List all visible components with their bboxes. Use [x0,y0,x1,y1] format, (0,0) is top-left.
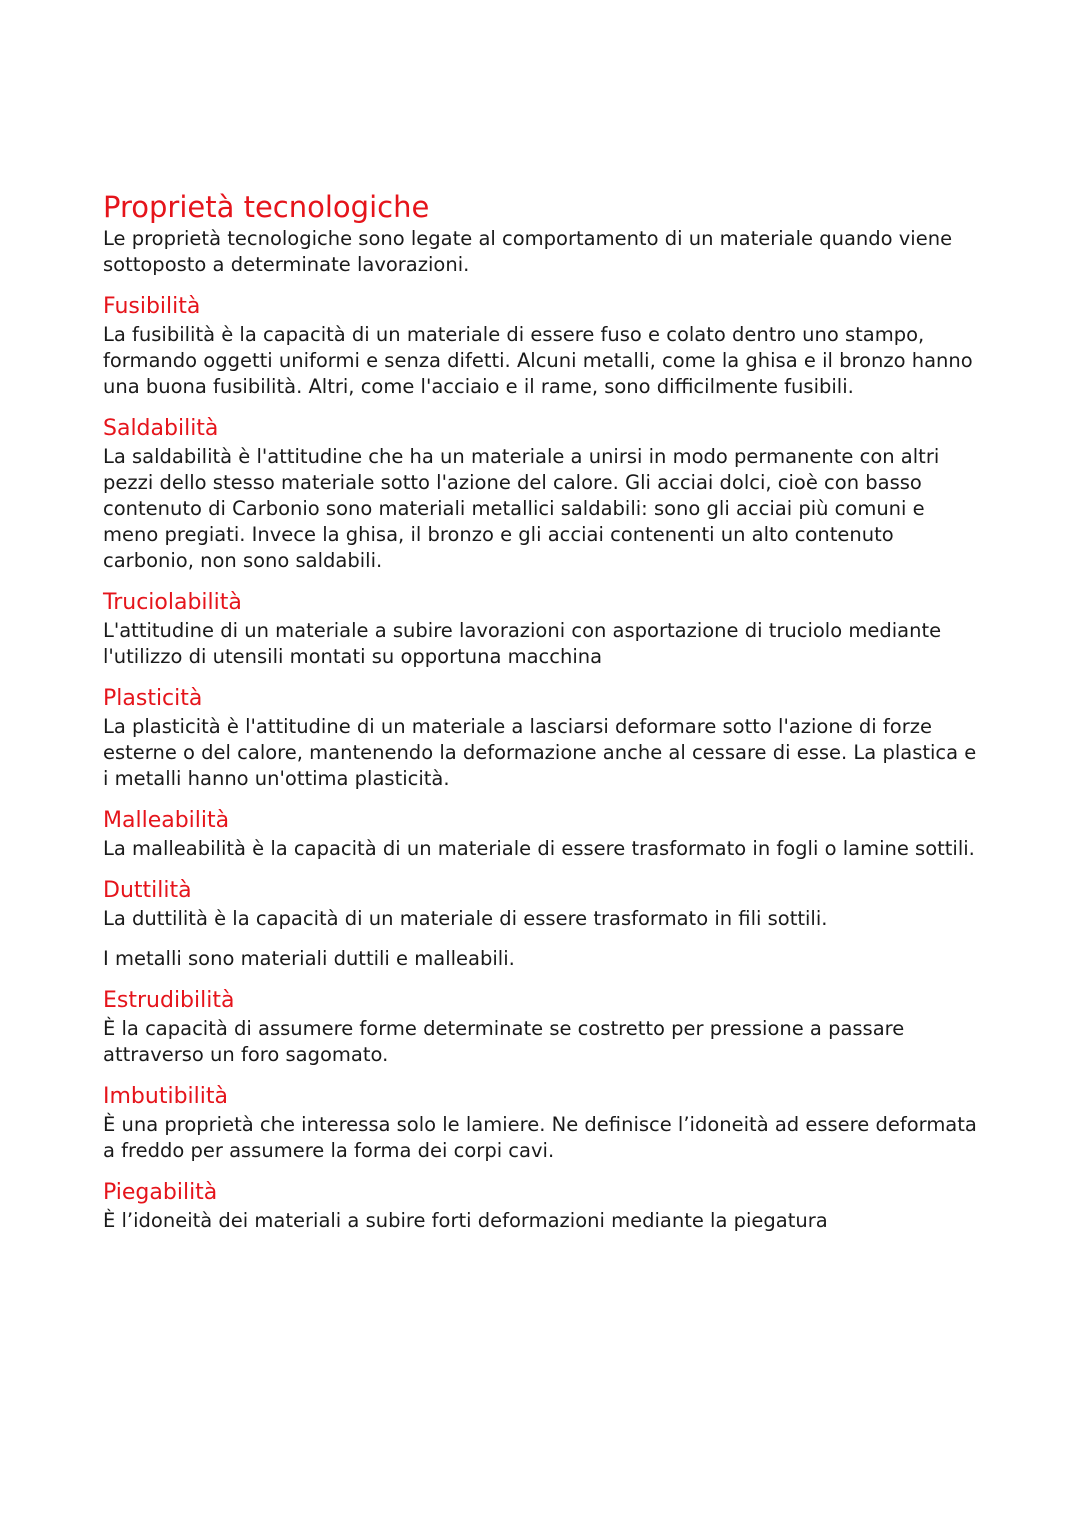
section-malleabilita [103,808,983,862]
section-text: È l’idoneità dei materiali a subire forti deformazioni mediante la piegatura [103,1209,828,1232]
section-heading: Estrudibilità [103,988,235,1013]
section-heading: Piegabilità [103,1180,218,1205]
document-page [103,190,983,1234]
page-title: Proprietà tecnologiche [103,190,430,224]
section-piegabilita [103,1180,983,1234]
section-heading: Plasticità [103,686,203,711]
section-heading: Duttilità [103,878,192,903]
intro-paragraph: Le proprietà tecnologiche sono legate al comportamento di un materiale quando viene sottoposto a determinate lavorazioni. [103,227,953,276]
section-estrudibilita [103,988,983,1068]
section-text: La saldabilità è l'attitudine che ha un materiale a unirsi in modo permanente con altri pezzi dello stesso materiale sotto l'azione del calore. Gli acciai dolci, cioè con basso contenuto di Carbonio sono materiali metallici saldabili: sono gli acciai più comuni e meno pregiati. Invece la ghisa, il bronzo e gli acciai contenenti un alto contenuto carbonio, non sono saldabili. [103,445,940,572]
section-truciolabilita [103,590,983,670]
section-heading: Imbutibilità [103,1084,228,1109]
section-note: I metalli sono materiali duttili e malleabili. [103,947,515,970]
section-fusibilita [103,294,983,400]
section-heading: Saldabilità [103,416,219,441]
section-heading: Truciolabilità [103,590,242,615]
section-text: È una proprietà che interessa solo le lamiere. Ne definisce l’idoneità ad essere deformata a freddo per assumere la forma dei corpi cavi. [103,1113,977,1162]
section-heading: Fusibilità [103,294,201,319]
section-text: La malleabilità è la capacità di un materiale di essere trasformato in fogli o lamine sottili. [103,837,975,860]
section-plasticita [103,686,983,792]
section-text: La fusibilità è la capacità di un materiale di essere fuso e colato dentro uno stampo, formando oggetti uniformi e senza difetti. Alcuni metalli, come la ghisa e il bronzo hanno una buona fusibilità. Altri, come l'acciaio e il rame, sono difficilmente fusibili. [103,323,973,398]
section-text: La plasticità è l'attitudine di un materiale a lasciarsi deformare sotto l'azione di forze esterne o del calore, mantenendo la deformazione anche al cessare di esse. La plastica e i metalli hanno un'ottima plasticità. [103,715,977,790]
section-saldabilita [103,416,983,574]
section-text: È la capacità di assumere forme determinate se costretto per pressione a passare attraverso un foro sagomato. [103,1017,905,1066]
section-text: L'attitudine di un materiale a subire lavorazioni con asportazione di truciolo mediante l'utilizzo di utensili montati su opportuna macchina [103,619,942,668]
section-imbutibilita [103,1084,983,1164]
section-text: La duttilità è la capacità di un materiale di essere trasformato in fili sottili. [103,907,828,930]
section-heading: Malleabilità [103,808,230,833]
section-duttilita [103,878,983,972]
